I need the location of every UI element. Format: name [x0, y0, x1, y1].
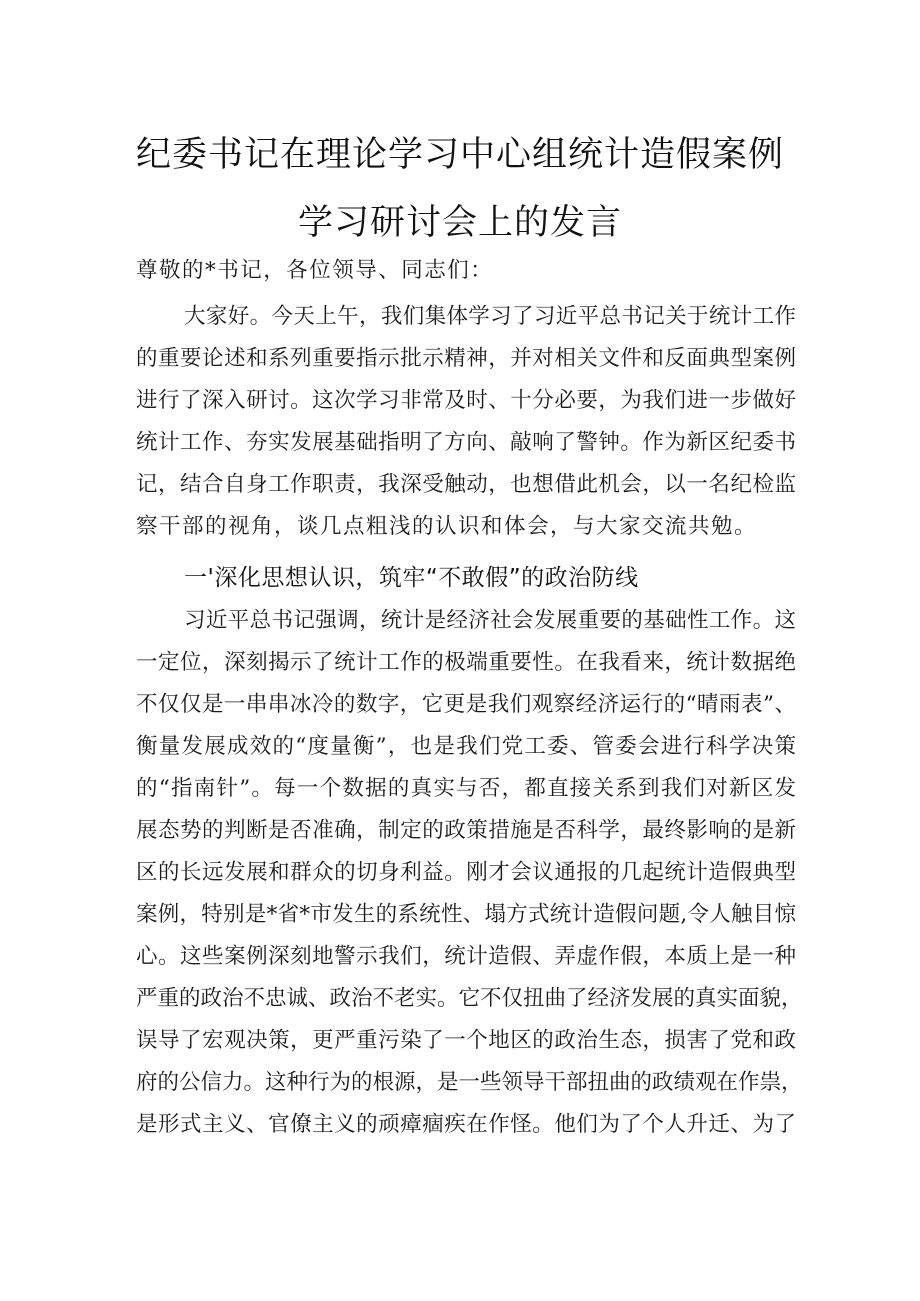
paragraph-2-line: 严重的政治不忠诚、政治不老实。它不仅扭曲了经济发展的真实面貌， [136, 986, 803, 1011]
paragraph-2-line: 区的长远发展和群众的切身利益。刚才会议通报的几起统计造假典型 [136, 860, 796, 885]
salutation: 尊敬的*书记，各位领导、同志们： [136, 258, 494, 283]
paragraph-2-line: 习近平总书记强调，统计是经济社会发展重要的基础性工作。这 [184, 608, 796, 633]
paragraph-1-line: 统计工作、夯实发展基础指明了方向、敲响了警钟。作为新区纪委书 [136, 430, 796, 455]
paragraph-2-line: 不仅仅是一串串冰冷的数字，它更是我们观察经济运行的“晴雨表”、 [136, 692, 796, 717]
section-heading-1: 一'深化思想认识，筑牢“不敢假”的政治防线 [184, 565, 639, 591]
paragraph-2-line: 是形式主义、官僚主义的顽瘴痼疾在作怪。他们为了个人升迁、为了 [136, 1112, 796, 1137]
paragraph-1-line: 记，结合自身工作职责，我深受触动，也想借此机会，以一名纪检监 [136, 472, 796, 497]
paragraph-2-line: 心。这些案例深刻地警示我们，统计造假、弄虚作假，本质上是一种 [136, 944, 796, 969]
document-title-line-1: 纪委书记在理论学习中心组统计造假案例 [135, 135, 784, 175]
paragraph-1-line: 察干部的视角，谈几点粗浅的认识和体会，与大家交流共勉。 [136, 514, 758, 539]
paragraph-2-line: 案例，特别是*省*市发生的系统性、塌方式统计造假问题,令人触目惊 [136, 902, 796, 927]
paragraph-1-line: 的重要论述和系列重要指示批示精神，并对相关文件和反面典型案例 [136, 346, 796, 371]
paragraph-2-line: 府的公信力。这种行为的根源，是一些领导干部扭曲的政绩观在作祟， [136, 1070, 803, 1095]
document-title-line-2: 学习研讨会上的发言 [297, 203, 622, 243]
paragraph-2-line: 展态势的判断是否准确，制定的政策措施是否科学，最终影响的是新 [136, 818, 796, 843]
paragraph-2-line: 的“指南针”。每一个数据的真实与否，都直接关系到我们对新区发 [136, 776, 796, 801]
paragraph-1-line: 进行了深入研讨。这次学习非常及时、十分必要，为我们进一步做好 [136, 388, 796, 413]
paragraph-2-line: 误导了宏观决策，更严重污染了一个地区的政治生态，损害了党和政 [136, 1028, 796, 1053]
paragraph-1-line: 大家好。今天上午，我们集体学习了习近平总书记关于统计工作 [184, 304, 796, 329]
paragraph-2-line: 一定位，深刻揭示了统计工作的极端重要性。在我看来，统计数据绝 [136, 650, 796, 675]
paragraph-2-line: 衡量发展成效的“度量衡”，也是我们党工委、管委会进行科学决策 [136, 734, 796, 759]
